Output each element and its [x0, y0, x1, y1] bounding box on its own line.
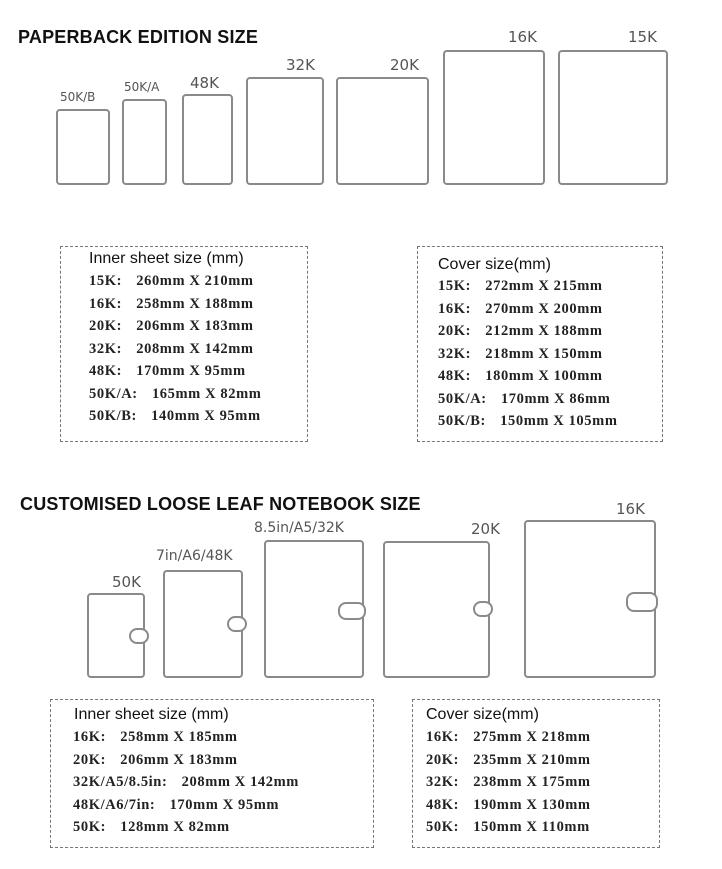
size-label: 16K	[508, 28, 537, 46]
cover-size-list	[438, 278, 618, 436]
size-label: 20K	[390, 56, 419, 74]
size-row: 20K: 212mm X 188mm	[438, 323, 603, 339]
loose-leaf-title: CUSTOMISED LOOSE LEAF NOTEBOOK SIZE	[20, 494, 421, 514]
size-label: 50K/A	[124, 80, 160, 94]
binder-50k	[87, 593, 145, 678]
size-label: 16K	[616, 500, 645, 518]
size-row: 48K: 180mm X 100mm	[438, 368, 603, 384]
size-row: 50K/A: 170mm X 86mm	[438, 390, 611, 407]
size-row: 32K: 238mm X 175mm	[426, 774, 591, 790]
inner-size-list	[73, 729, 299, 842]
inner-size-heading: Inner sheet size (mm)	[74, 706, 229, 723]
paperback-book-20k	[336, 77, 429, 185]
size-label: 50K	[112, 573, 141, 591]
cover-size-heading: Cover size(mm)	[438, 256, 551, 273]
paperback-cover-size-box	[417, 246, 663, 442]
size-row: 20K: 206mm X 183mm	[73, 751, 238, 768]
binder-20k	[383, 541, 490, 678]
binder-clasp-icon	[626, 592, 658, 612]
binder-clasp-icon	[129, 628, 149, 644]
size-row: 48K: 190mm X 130mm	[426, 796, 591, 813]
size-row: 20K: 206mm X 183mm	[89, 318, 254, 334]
size-row: 50K/B: 150mm X 105mm	[438, 413, 618, 429]
cover-size-list	[426, 729, 591, 842]
size-label: 7in/A6/48K	[156, 548, 233, 564]
paperback-book-16k	[443, 50, 545, 185]
paperback-book-50ka	[122, 99, 167, 185]
binder-clasp-icon	[227, 616, 247, 632]
size-row: 16K: 258mm X 185mm	[73, 729, 238, 745]
cover-size-heading: Cover size(mm)	[426, 706, 539, 723]
paperback-inner-size-box	[60, 246, 308, 442]
size-label: 50K/B	[60, 90, 96, 104]
size-label: 8.5in/A5/32K	[254, 520, 344, 536]
binder-16k	[524, 520, 656, 678]
binder-clasp-icon	[473, 601, 493, 617]
size-row: 16K: 275mm X 218mm	[426, 729, 591, 745]
size-row: 32K/A5/8.5in: 208mm X 142mm	[73, 774, 299, 790]
size-row: 48K/A6/7in: 170mm X 95mm	[73, 796, 280, 813]
size-label: 15K	[628, 28, 657, 46]
inner-size-heading: Inner sheet size (mm)	[89, 250, 244, 267]
loose-leaf-cover-size-box	[412, 699, 660, 848]
paperback-title: PAPERBACK EDITION SIZE	[18, 27, 259, 47]
size-label: 48K	[190, 74, 219, 92]
inner-size-list	[89, 273, 261, 431]
size-row: 20K: 235mm X 210mm	[426, 751, 591, 768]
size-label: 20K	[471, 520, 500, 538]
size-row: 50K: 128mm X 82mm	[73, 819, 230, 835]
size-row: 16K: 270mm X 200mm	[438, 300, 603, 317]
paperback-book-48k	[182, 94, 233, 185]
size-row: 48K: 170mm X 95mm	[89, 363, 246, 379]
size-row: 50K: 150mm X 110mm	[426, 819, 590, 835]
size-row: 50K/A: 165mm X 82mm	[89, 385, 262, 402]
size-row: 15K: 260mm X 210mm	[89, 273, 254, 289]
size-row: 16K: 258mm X 188mm	[89, 295, 254, 312]
paperback-book-32k	[246, 77, 324, 185]
size-label: 32K	[286, 56, 315, 74]
size-row: 32K: 218mm X 150mm	[438, 345, 603, 362]
binder-clasp-icon	[338, 602, 366, 620]
paperback-book-50kb	[56, 109, 110, 185]
size-row: 32K: 208mm X 142mm	[89, 340, 254, 357]
size-row: 50K/B: 140mm X 95mm	[89, 408, 261, 424]
binder-48k	[163, 570, 243, 678]
paperback-book-15k	[558, 50, 668, 185]
size-row: 15K: 272mm X 215mm	[438, 278, 603, 294]
loose-leaf-inner-size-box	[50, 699, 374, 848]
binder-32k	[264, 540, 364, 678]
